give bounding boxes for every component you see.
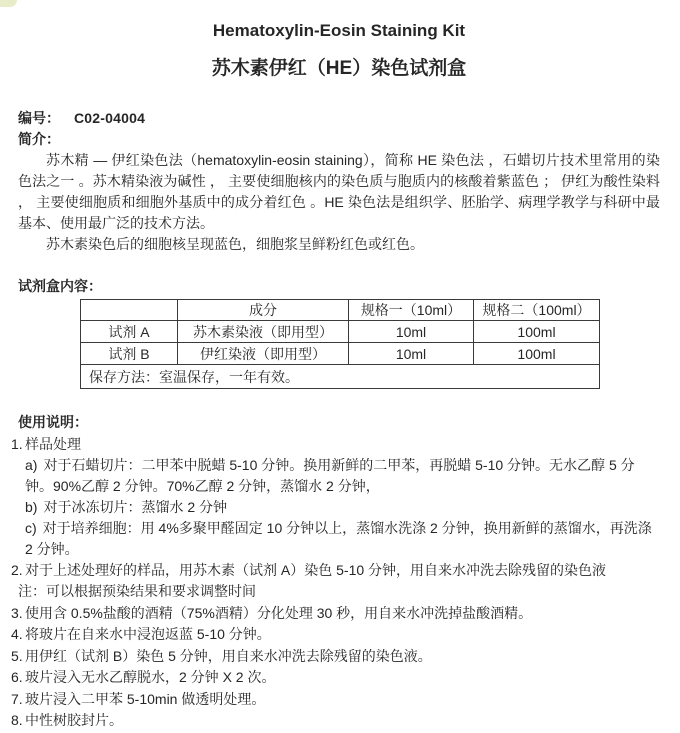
item-note: 注：可以根据预染结果和要求调整时间 xyxy=(18,583,256,599)
list-subitem xyxy=(25,455,660,497)
storage-note: 保存方法：室温保存，一年有效。 xyxy=(81,365,600,389)
item-number: 7. xyxy=(11,690,23,707)
title-english: Hematoxylin-Eosin Staining Kit xyxy=(212,21,466,40)
item-number: 1. xyxy=(11,435,23,452)
subitem-label: b) xyxy=(25,498,38,515)
item-number: 3. xyxy=(11,604,23,621)
item-text: 玻片浸入二甲苯 5-10min 做透明处理。 xyxy=(25,690,266,707)
list-item xyxy=(11,646,660,667)
table-cell: 100ml xyxy=(474,321,600,343)
item-number: 4. xyxy=(11,626,23,642)
item-number: 5. xyxy=(11,647,23,664)
list-item xyxy=(11,667,660,688)
table-header-cell xyxy=(81,300,178,321)
item-text: 对于上述处理好的样品，用苏木素（试剂 A）染色 5-10 分钟，用自来水冲洗去除残留的染色液 xyxy=(25,562,607,578)
table-header-row xyxy=(81,300,600,321)
kit-contents-heading: 试剂盒内容： xyxy=(18,278,102,294)
item-text: 中性树胶封片。 xyxy=(25,712,123,728)
item-text: 用伊红（试剂 B）染色 5 分钟，用自来水冲洗去除残留的染色液。 xyxy=(25,647,432,664)
item-number: 8. xyxy=(11,712,23,728)
table-cell: 试剂 A xyxy=(81,321,178,343)
subitem-label: a) xyxy=(25,456,38,473)
table-header-cell: 规格二（100ml） xyxy=(474,300,600,321)
title-chinese: 苏木素伊红（HE）染色试剂盒 xyxy=(211,58,467,79)
intro-paragraph: 苏木素染色后的细胞核呈现蓝色，细胞浆呈鲜粉红色或红色。 xyxy=(46,236,424,252)
item-text: 将玻片在自来水中浸泡返蓝 5-10 分钟。 xyxy=(25,626,271,642)
list-item xyxy=(11,624,660,645)
table-row xyxy=(81,321,600,343)
list-item xyxy=(11,434,660,455)
table-cell: 试剂 B xyxy=(81,343,178,365)
catalog-number-label: 编号： xyxy=(18,110,60,126)
list-item xyxy=(11,603,660,624)
kit-contents-table xyxy=(80,299,600,389)
list-subitem xyxy=(25,497,660,518)
item-number: 2. xyxy=(11,562,23,578)
instructions-list xyxy=(11,434,660,732)
list-item xyxy=(11,689,660,710)
instructions-heading: 使用说明： xyxy=(18,414,88,430)
catalog-number-value: C02-04004 xyxy=(74,110,146,126)
intro-heading: 简介： xyxy=(18,131,60,147)
intro-paragraph: 苏木精 — 伊红染色法（hematoxylin-eosin staining），简称 HE 染色法 ，石蜡切片技术里常用的染色法之一 。苏木精染液为碱性 ， 主要使细胞核内的染色质与胞质内的核酸着紫蓝色 ； 伊红为酸性染料 ， 主要使细胞质和细胞外基质中的成分着红色 。HE 染色法是组织学、胚胎学、病理学教学与科研中最基本、使用最广泛的技术方法。 xyxy=(18,152,660,231)
item-text: 样品处理 xyxy=(25,435,81,452)
item-text: 使用含 0.5%盐酸的酒精（75%酒精）分化处理 30 秒，用自来水冲洗掉盐酸酒精。 xyxy=(25,604,533,621)
table-cell: 伊红染液（即用型） xyxy=(178,343,349,365)
table-cell: 100ml xyxy=(474,343,600,365)
subitem-text: 对于石蜡切片：二甲苯中脱蜡 5-10 分钟。换用新鲜的二甲苯，再脱蜡 5-10 分钟。无水乙醇 5 分钟。90%乙醇 2 分钟。70%乙醇 2 分钟，蒸馏水 2 分钟， xyxy=(25,456,635,494)
table-footer-row xyxy=(81,365,600,389)
catalog-number-line xyxy=(18,108,660,129)
item-text: 玻片浸入无水乙醇脱水，2 分钟 X 2 次。 xyxy=(25,669,276,685)
item-number: 6. xyxy=(11,669,23,685)
list-item xyxy=(11,710,660,731)
scan-artifact xyxy=(0,0,17,7)
table-cell: 苏木素染液（即用型） xyxy=(178,321,349,343)
subitem-text: 对于冰冻切片：蒸馏水 2 分钟 xyxy=(43,498,228,515)
subitem-text: 对于培养细胞：用 4%多聚甲醛固定 10 分钟以上，蒸馏水洗涤 2 分钟，换用新鲜的蒸馏水，再洗涤 2 分钟。 xyxy=(25,519,652,557)
table-row xyxy=(81,343,600,365)
list-subitem xyxy=(25,518,660,560)
table-header-cell: 成分 xyxy=(178,300,349,321)
subitem-label: c) xyxy=(25,519,37,536)
table-header-cell: 规格一（10ml） xyxy=(349,300,474,321)
list-item xyxy=(11,560,660,581)
table-cell: 10ml xyxy=(349,343,474,365)
table-cell: 10ml xyxy=(349,321,474,343)
